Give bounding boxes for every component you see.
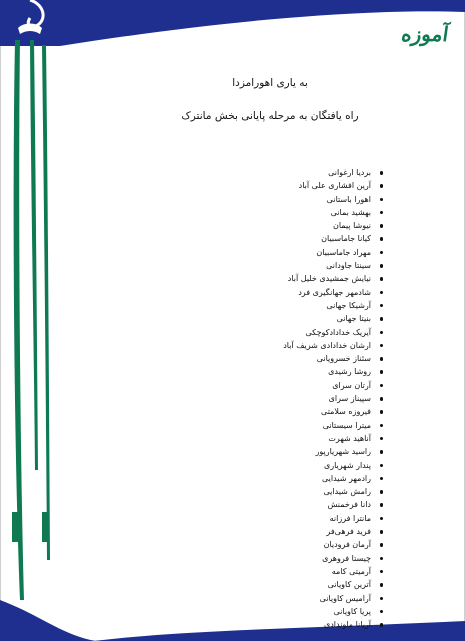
list-item: فیروزه سلامتی [183, 405, 383, 418]
list-item: اهورا باستانی [183, 193, 383, 206]
list-item: آرشیکا جهانی [183, 299, 383, 312]
list-item: آرین افشاری علی آباد [183, 179, 383, 192]
list-item: آرمان فرودیان [183, 538, 383, 551]
list-item: نیایش جمشیدی خلیل آباد [183, 272, 383, 285]
list-item: نیوشا پیمان [183, 219, 383, 232]
list-item: سئناز خسرویانی [183, 352, 383, 365]
list-item: مانترا فرزانه [183, 512, 383, 525]
list-item: میترا سیستانی [183, 419, 383, 432]
document-subtitle: راه یافتگان به مرحله پایانی بخش مانترک [181, 110, 359, 122]
list-item: بنیتا جهانی [183, 312, 383, 325]
list-item: سینتا جاودانی [183, 259, 383, 272]
green-bar-2 [30, 40, 38, 470]
list-item: مهراد جاماسبیان [183, 246, 383, 259]
list-item: چیستا فروهری [183, 552, 383, 565]
brand-logo: آموزه [399, 22, 451, 46]
list-item: آریانا ماوندادی [183, 618, 383, 631]
list-item: بهشید بمانی [183, 206, 383, 219]
list-item: آترین کاویانی [183, 578, 383, 591]
list-item: آناهید شهرت [183, 432, 383, 445]
list-item: رادمهر شیدایی [183, 472, 383, 485]
list-item: سپیناز سرای [183, 392, 383, 405]
finalist-list [183, 166, 383, 631]
list-item: روشا رشیدی [183, 365, 383, 378]
list-item: آرامیس کاویانی [183, 592, 383, 605]
list-item: کیانا جاماسبیان [183, 232, 383, 245]
list-item: فرید فرهی‌فر [183, 525, 383, 538]
bottom-navy-wave [0, 600, 95, 641]
list-item: آرمیتی کامه [183, 565, 383, 578]
list-item: آیریک خدادادکوچکی [183, 326, 383, 339]
list-item: رامش شیدایی [183, 485, 383, 498]
list-item: ارشان خدادادی شریف آباد [183, 339, 383, 352]
list-item: پریا کاویانی [183, 605, 383, 618]
list-item: دانا فرخمنش [183, 498, 383, 511]
document-title: به یاری اهورامزدا [232, 77, 308, 89]
green-bar-3 [42, 45, 50, 560]
list-item: راسید شهریارپور [183, 445, 383, 458]
green-cap-left [12, 512, 18, 542]
green-cap-right [42, 512, 48, 542]
list-item: آرتان سرای [183, 379, 383, 392]
list-item: شادمهر جهانگیری فرد [183, 286, 383, 299]
list-item: پندار شهریاری [183, 459, 383, 472]
list-item: بردیا ارغوانی [183, 166, 383, 179]
